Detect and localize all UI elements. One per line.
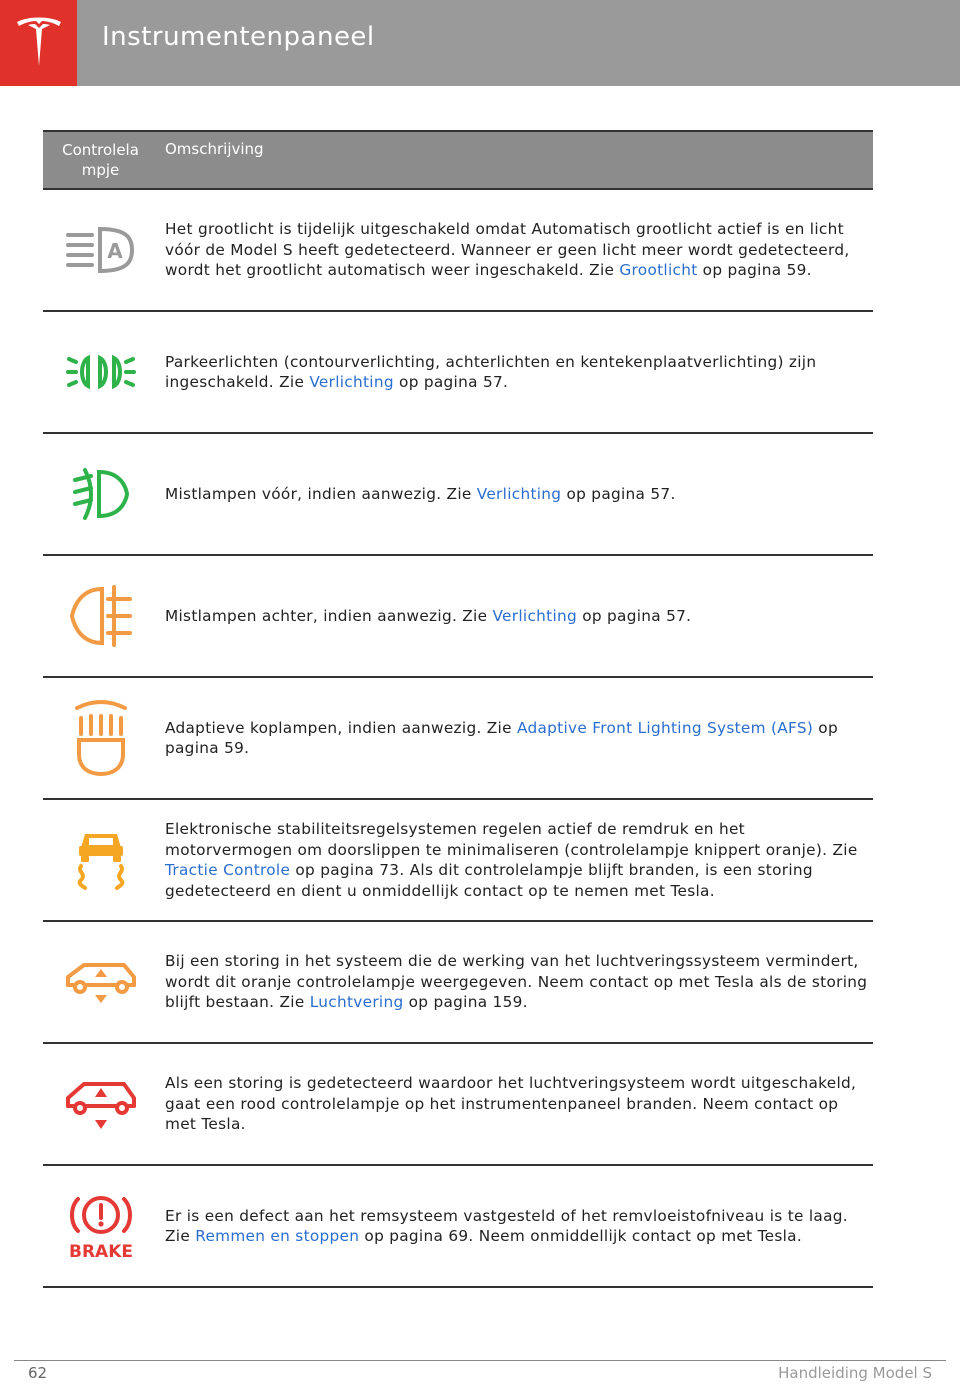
- link-verlichting[interactable]: Verlichting: [492, 606, 578, 625]
- table-row: [43, 434, 873, 556]
- row-description: Bij een storing in het systeem die de werking van het luchtveringssysteem vermindert, wordt dit oranje controlelampje weergegeven. Neem contact op met Tesla als de storing blijft bestaan. Zie Luchtvering op pagina 159.: [165, 952, 868, 1012]
- auto-high-beam-off-icon: [66, 225, 136, 275]
- link-verlichting[interactable]: Verlichting: [476, 484, 562, 503]
- row-description: Er is een defect aan het remsysteem vastgesteld of het remvloeistofniveau is te laag. Zie Remmen en stoppen op pagina 69. Neem onmiddellijk contact op met Tesla.: [165, 1206, 848, 1245]
- rear-fog-lights-icon: [68, 583, 134, 649]
- table-row: [43, 922, 873, 1044]
- table-row: [43, 190, 873, 312]
- tesla-logo: [0, 0, 77, 86]
- brake-warning-icon: [66, 1191, 136, 1261]
- row-description: Mistlampen achter, indien aanwezig. Zie Verlichting op pagina 57.: [165, 606, 692, 625]
- parking-lights-icon: [66, 352, 136, 392]
- link-remmen-en-stoppen[interactable]: Remmen en stoppen: [195, 1227, 360, 1245]
- col-header-icon: Controlela mpje: [62, 141, 139, 179]
- traction-control-icon: [73, 830, 129, 890]
- air-suspension-fault-icon: [64, 1076, 138, 1132]
- air-suspension-warning-icon: [64, 957, 138, 1007]
- link-tractie-controle[interactable]: Tractie Controle: [165, 861, 291, 879]
- page-header: [0, 0, 960, 86]
- front-fog-lights-icon: [71, 464, 131, 524]
- adaptive-headlights-icon: [71, 698, 131, 778]
- table-row: [43, 556, 873, 678]
- table-row: [43, 800, 873, 922]
- row-description: Het grootlicht is tijdelijk uitgeschakeld omdat Automatisch grootlicht actief is en licht vóór de Model S heeft gedetecteerd. Wanneer er geen licht meer wordt gedetecteerd, wordt het grootlicht automatisch weer ingeschakeld. Zie Grootlicht op pagina 59.: [165, 220, 850, 280]
- row-description: Elektronische stabiliteitsregelsystemen regelen actief de remdruk en het motorvermogen om doorslippen te minimaliseren (controlelampje knippert oranje). Zie Tractie Controle op pagina 73. Als dit controlelampje blijft branden, is een storing gedetecteerd en dient u onmiddellijk contact op te nemen met Tesla.: [165, 820, 858, 900]
- row-description: Mistlampen vóór, indien aanwezig. Zie Verlichting op pagina 57.: [165, 484, 676, 503]
- footer-divider: [14, 1360, 946, 1361]
- link-afs[interactable]: Adaptive Front Lighting System (AFS): [516, 718, 814, 737]
- table-row: [43, 312, 873, 434]
- row-description: Adaptieve koplampen, indien aanwezig. Zie Adaptive Front Lighting System (AFS) op pagina 59.: [165, 718, 838, 757]
- link-luchtvering[interactable]: Luchtvering: [309, 993, 404, 1012]
- indicator-table: [43, 130, 873, 1288]
- table-row: [43, 1044, 873, 1166]
- link-verlichting[interactable]: Verlichting: [309, 373, 394, 391]
- col-header-description: Omschrijving: [165, 140, 264, 158]
- row-description: Als een storing is gedetecteerd waardoor het luchtveringsysteem wordt uitgeschakeld, gaat een rood controlelampje op het instrumentenpaneel branden. Neem contact op met Tesla.: [165, 1074, 857, 1134]
- document-title: Handleiding Model S: [778, 1364, 932, 1382]
- page-title: Instrumentenpaneel: [102, 22, 375, 52]
- svg-text:A: A: [106, 239, 123, 263]
- row-description: Parkeerlichten (contourverlichting, achterlichten en kentekenplaatverlichting) zijn ingeschakeld. Zie Verlichting op pagina 57.: [165, 352, 817, 391]
- brake-label: BRAKE: [68, 1242, 133, 1261]
- page-number: 62: [28, 1364, 48, 1382]
- link-grootlicht[interactable]: Grootlicht: [619, 261, 698, 280]
- table-row: [43, 678, 873, 800]
- table-header: [43, 130, 873, 190]
- table-row: [43, 1166, 873, 1288]
